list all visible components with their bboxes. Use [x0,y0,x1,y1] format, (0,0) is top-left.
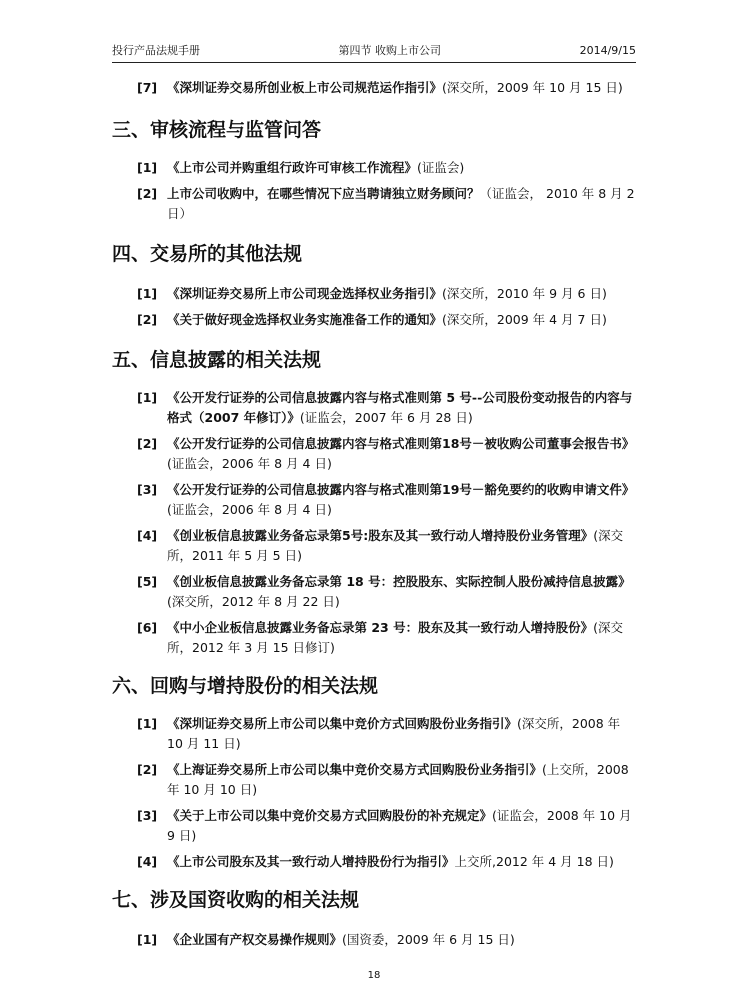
reference-source: (证监会，2007 年 6 月 28 日) [299,410,473,425]
reference-source: (证监会) [417,160,465,175]
reference-title: 《公开发行证券的公司信息披露内容与格式准则第18号－被收购公司董事会报告书》 [167,436,635,451]
reference-item [112,434,636,474]
reference-number: [1] [137,160,158,175]
reference-number: [4] [137,854,158,869]
reference-text [167,618,636,658]
reference-item [112,618,636,658]
reference-text [167,184,636,224]
reference-number: [2] [137,186,158,201]
reference-source: (深交所，2009 年 10 月 15 日) [442,80,623,95]
reference-title: 《上海证券交易所上市公司以集中竞价交易方式回购股份业务指引》 [167,762,543,777]
reference-number: [1] [137,286,158,301]
header-date: 2014/9/15 [579,43,636,57]
reference-item [112,806,636,846]
reference-text [167,714,636,754]
reference-title: 上市公司收购中，在哪些情况下应当聘请独立财务顾问？ [167,186,480,201]
reference-item [112,714,636,754]
reference-item [112,158,636,178]
reference-source: (深交所，2010 年 9 月 6 日) [442,286,607,301]
reference-item [112,310,636,330]
reference-text [167,930,636,950]
reference-title: 《上市公司股东及其一致行动人增持股份行为指引》 [167,854,455,869]
reference-source: (深交所，2011 年 5 月 5 日) [167,528,624,563]
reference-number: [3] [137,482,158,497]
section-heading: 四、交易所的其他法规 [112,243,303,265]
reference-text [167,480,636,520]
header-book-title: 投行产品法规手册 [112,44,200,57]
section-heading: 六、回购与增持股份的相关法规 [112,675,379,697]
reference-title: 《公开发行证券的公司信息披露内容与格式准则第 5 号--公司股份变动报告的内容与格式（2007 年修订）》 [167,390,633,425]
reference-number: [7] [137,80,158,95]
reference-number: [1] [137,390,158,405]
page-header [112,42,636,58]
reference-title: 《深圳证券交易所创业板上市公司规范运作指引》 [167,80,443,95]
reference-text [167,526,636,566]
reference-text [167,78,636,98]
reference-title: 《关于上市公司以集中竞价交易方式回购股份的补充规定》 [167,808,493,823]
reference-text [167,760,636,800]
reference-item [112,930,636,950]
reference-number: [4] [137,528,158,543]
reference-item [112,760,636,800]
header-divider [112,62,636,63]
header-section-title: 第四节 收购上市公司 [338,44,442,57]
reference-title: 《企业国有产权交易操作规则》 [167,932,343,947]
reference-text [167,310,636,330]
reference-text [167,284,636,304]
reference-title: 《公开发行证券的公司信息披露内容与格式准则第19号－豁免要约的收购申请文件》 [167,482,635,497]
reference-text [167,572,636,612]
reference-title: 《深圳证券交易所上市公司以集中竞价方式回购股份业务指引》 [167,716,518,731]
reference-title: 《关于做好现金选择权业务实施准备工作的通知》 [167,312,443,327]
reference-number: [3] [137,808,158,823]
section-heading: 七、涉及国资收购的相关法规 [112,889,360,911]
reference-text [167,806,636,846]
reference-item [112,572,636,612]
reference-source: (深交所，2012 年 8 月 22 日) [167,594,340,609]
reference-source: (上交所，2008 年 10 月 10 日) [167,762,629,797]
reference-text [167,434,636,474]
reference-source: (国资委，2009 年 6 月 15 日) [342,932,515,947]
reference-source: (深交所，2008 年 10 月 11 日) [167,716,621,751]
reference-text [167,388,636,428]
reference-source: 上交所,2012 年 4 月 18 日) [454,854,614,869]
reference-title: 《上市公司并购重组行政许可审核工作流程》 [167,160,418,175]
reference-number: [1] [137,932,158,947]
reference-text [167,158,636,178]
reference-number: [2] [137,762,158,777]
section-heading: 三、审核流程与监管问答 [112,119,322,141]
reference-item [112,388,636,428]
reference-source: （证监会， 2010 年 8 月 2 日） [167,186,635,221]
reference-number: [2] [137,436,158,451]
reference-source: (证监会，2006 年 8 月 4 日) [167,456,332,471]
reference-item [112,284,636,304]
reference-source: (深交所，2009 年 4 月 7 日) [442,312,607,327]
reference-item [112,480,636,520]
page-number: 18 [367,970,381,981]
reference-item [112,78,636,98]
reference-number: [6] [137,620,158,635]
reference-number: [5] [137,574,158,589]
reference-title: 《创业板信息披露业务备忘录第 18 号：控股股东、实际控制人股份减持信息披露》 [167,574,631,589]
reference-title: 《创业板信息披露业务备忘录第5号:股东及其一致行动人增持股份业务管理》 [167,528,594,543]
reference-item [112,526,636,566]
reference-number: [1] [137,716,158,731]
reference-source: (深交所，2012 年 3 月 15 日修订) [167,620,623,655]
reference-title: 《中小企业板信息披露业务备忘录第 23 号：股东及其一致行动人增持股份》 [167,620,594,635]
reference-text [167,852,636,872]
reference-title: 《深圳证券交易所上市公司现金选择权业务指引》 [167,286,443,301]
reference-item [112,852,636,872]
reference-source: (证监会，2006 年 8 月 4 日) [167,502,332,517]
section-heading: 五、信息披露的相关法规 [112,349,322,371]
reference-source: (证监会，2008 年 10 月 9 日) [167,808,632,843]
reference-number: [2] [137,312,158,327]
reference-item [112,184,636,224]
